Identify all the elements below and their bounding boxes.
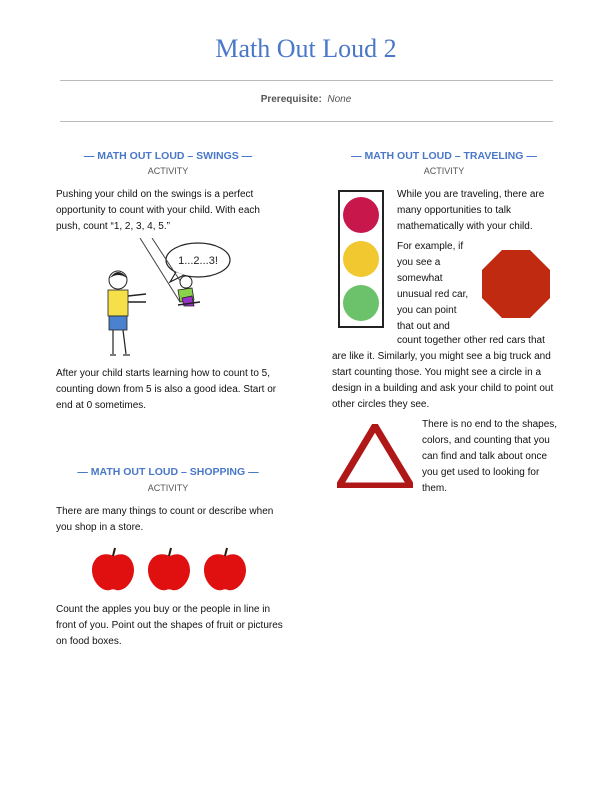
traveling-example-line: For example, if: [397, 241, 464, 252]
parent-leg-right: [123, 330, 126, 354]
shopping-subheading: ACTIVITY: [147, 483, 189, 493]
yield-sign-icon: [337, 424, 413, 488]
traffic-light-red: [343, 197, 379, 233]
shopping-followup: Count the apples you buy or the people in line in front of you. Point out the shapes of fruit or pictures on food boxes.: [56, 604, 283, 647]
parent-arm-upper: [128, 294, 146, 296]
traveling-heading: — MATH OUT LOUD – TRAVELING —: [351, 150, 537, 162]
traveling-example: [397, 239, 487, 335]
traveling-continuation: are like it. Similarly, you might see a big truck and start counting those. You might see a circle in a design in a building and ask your child to point out other circles they see.: [332, 351, 554, 410]
traveling-closing: There is no end to the shapes, colors, and counting that you can find and talk about once you get used to looking for them.: [422, 419, 558, 494]
swings-heading: — MATH OUT LOUD – SWINGS —: [83, 150, 253, 162]
apple-icon: [148, 548, 190, 590]
traffic-light-icon: [338, 190, 384, 328]
traveling-example-line: you see a: [397, 257, 441, 268]
title-divider-top: [60, 80, 553, 81]
apples-illustration: [90, 546, 250, 594]
traveling-example-line: unusual red car,: [397, 289, 469, 300]
traveling-example-line: somewhat: [397, 273, 443, 284]
speech-bubble-text: 1...2...3!: [178, 255, 218, 267]
traffic-light-green: [343, 285, 379, 321]
shopping-heading: — MATH OUT LOUD – SHOPPING —: [77, 466, 259, 478]
parent-shorts: [109, 316, 127, 330]
swings-followup: After your child starts learning how to count to 5, counting down from 5 is also a good idea. Start or end at 0 sometimes.: [56, 368, 277, 411]
traveling-subheading: ACTIVITY: [423, 166, 465, 176]
parent-shirt: [108, 290, 128, 316]
page-title: Math Out Loud 2: [215, 34, 397, 63]
shopping-intro: There are many things to count or describe when you shop in a store.: [56, 506, 274, 533]
swings-subheading: ACTIVITY: [147, 166, 189, 176]
traffic-light-yellow: [343, 241, 379, 277]
swings-intro: Pushing your child on the swings is a perfect opportunity to count with your child. With each push, count “1, 2, 3, 4, 5.”: [56, 189, 260, 232]
swing-illustration: [100, 238, 250, 360]
title-divider-bottom: [60, 121, 553, 122]
stop-sign-icon: [482, 250, 550, 318]
prerequisite-value: None: [327, 94, 352, 105]
apple-icon: [204, 548, 246, 590]
apple-icon: [92, 548, 134, 590]
prerequisite-line: [0, 94, 612, 105]
traveling-example-line: count together other red cars that: [397, 335, 545, 346]
traveling-intro: While you are traveling, there are many opportunities to talk mathematically with your child.: [397, 189, 545, 232]
swinging-child-head: [180, 276, 192, 288]
traveling-example-line: you can point: [397, 305, 457, 316]
traveling-example-line: that out and: [397, 321, 450, 332]
prerequisite-label: Prerequisite:: [260, 94, 322, 105]
